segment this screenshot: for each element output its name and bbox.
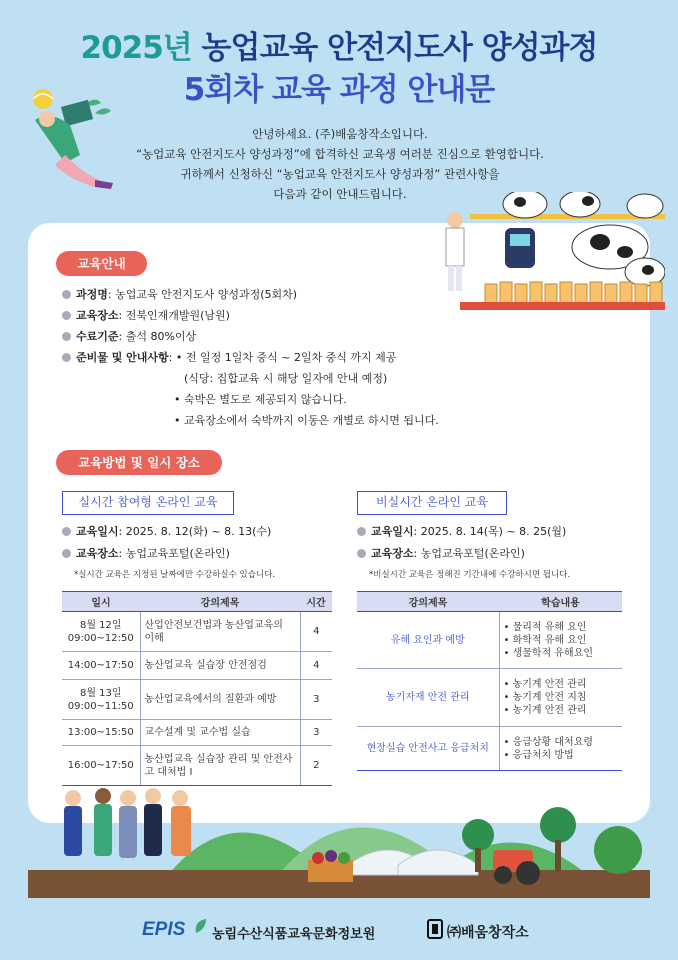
table-row: 13:00~15:50 교수설계 및 교수법 실습 3 — [62, 720, 332, 746]
table-row: 14:00~17:50 농산업교육 실습장 안전점검 4 — [62, 652, 332, 680]
info-row-supplies: 준비물 및 안내사항: • 전 일정 1일차 중식 ~ 2일차 중식 까지 제공 — [62, 347, 532, 368]
nonrealtime-details: 교육일시: 2025. 8. 14(목) ~ 8. 25(월) 교육장소: 농업교육포털(온라인) — [357, 521, 632, 565]
sub-title: 5회차 교육 과정 안내문 — [183, 72, 495, 108]
bullet-dot-icon — [62, 332, 71, 341]
learning-items: • 물리적 유해 요인 • 화학적 유해 요인 • 생물학적 유해요인 — [503, 621, 594, 659]
table-row: 16:00~17:50 농산업교육 실습장 관리 및 안전사 고 대처법 I 2 — [62, 746, 332, 786]
intro-line: 귀하께서 신청하신 “농업교육 안전지도사 양성과정” 관련사항을 — [180, 167, 500, 181]
table-row: 8월 13일 09:00~11:50 농산업교육에서의 질환과 예방 3 — [62, 680, 332, 720]
info-row-completion: 수료기준: 출석 80%이상 — [62, 326, 532, 347]
realtime-details: 교육일시: 2025. 8. 12(화) ~ 8. 13(수) 교육장소: 농업교육포털(온라인) — [62, 521, 337, 565]
bullet-dot-icon — [62, 549, 71, 558]
info-row-course: 과정명: 농업교육 안전지도사 양성과정(5회차) — [62, 284, 532, 305]
bullet-dot-icon — [357, 549, 366, 558]
intro-line: 다음과 같이 안내드립니다. — [273, 187, 407, 201]
learning-items: • 응급상황 대처요령 • 응급처치 방법 — [503, 736, 594, 761]
supplies-note: • 교육장소에서 숙박까지 이동은 개별로 하시면 됩니다. — [174, 414, 439, 427]
bullet-dot-icon — [62, 353, 71, 362]
realtime-note: *실시간 교육은 지정된 날짜에만 수강하실수 있습니다. — [74, 570, 276, 580]
nonrealtime-online-label: 비실시간 온라인 교육 — [357, 491, 507, 515]
footer — [0, 915, 678, 945]
bullet-dot-icon — [357, 527, 366, 536]
table-row: 현장실습 안전사고 응급처치 • 응급상황 대처요령 • 응급처치 방법 — [357, 727, 622, 771]
table-row: 농기자재 안전 관리 • 농기계 안전 관리 • 농기계 안전 지침 • 농기계 안전 관리 — [357, 669, 622, 727]
farm-scene-illustration — [28, 770, 650, 900]
intro-line: “농업교육 안전지도사 양성과정”에 합격하신 교육생 여러분 진심으로 환영합니다. — [136, 147, 544, 161]
epis-leaf-icon — [194, 917, 208, 935]
supplies-note: (식당: 집합교육 시 해당 일자에 안내 예정) — [184, 372, 388, 385]
nonrealtime-note: *비실시간 교육은 정해진 기간내에 수강하시면 됩니다. — [369, 570, 571, 580]
education-info-list — [62, 284, 532, 431]
nonrealtime-course-table — [357, 591, 622, 771]
epis-logo: EPIS — [142, 919, 186, 940]
table-header-row — [357, 592, 622, 612]
table-row: 8월 12일 09:00~12:50 산업안전보건법과 농산업교육의 이해 4 — [62, 612, 332, 652]
header-hours: 시간 — [300, 592, 332, 612]
company-logo-icon — [427, 919, 443, 939]
intro-line: 안녕하세요. (주)배움창작소입니다. — [252, 127, 428, 141]
title-rest: 농업교육 안전지도사 양성과정 — [191, 30, 598, 66]
header-lecture-title: 강의제목 — [357, 592, 499, 612]
org-name: 농림수산식품교육문화정보원 — [212, 927, 376, 942]
bullet-dot-icon — [62, 527, 71, 536]
section-education-info-label: 교육안내 — [56, 251, 147, 276]
bullet-dot-icon — [62, 290, 71, 299]
header-learning-content: 학습내용 — [499, 592, 622, 612]
table-row: 유해 요인과 예방 • 물리적 유해 요인 • 화학적 유해 요인 • 생물학적 유해요인 — [357, 612, 622, 669]
supplies-note: • 숙박은 별도로 제공되지 않습니다. — [174, 393, 347, 406]
main-title — [0, 22, 678, 67]
header-time: 일시 — [62, 592, 140, 612]
title-year: 2025년 — [80, 30, 192, 66]
info-row-place: 교육장소: 전북인재개발원(남원) — [62, 305, 532, 326]
section-method-schedule-label: 교육방법 및 일시 장소 — [56, 450, 222, 475]
learning-items: • 농기계 안전 관리 • 농기계 안전 지침 • 농기계 안전 관리 — [503, 679, 587, 716]
table-header-row — [62, 592, 332, 612]
bullet-dot-icon — [62, 311, 71, 320]
header-lecture-title: 강의제목 — [140, 592, 300, 612]
realtime-online-label: 실시간 참여형 온라인 교육 — [62, 491, 234, 515]
company-name: ㈜배움창작소 — [447, 925, 529, 941]
realtime-schedule-table — [62, 591, 332, 786]
